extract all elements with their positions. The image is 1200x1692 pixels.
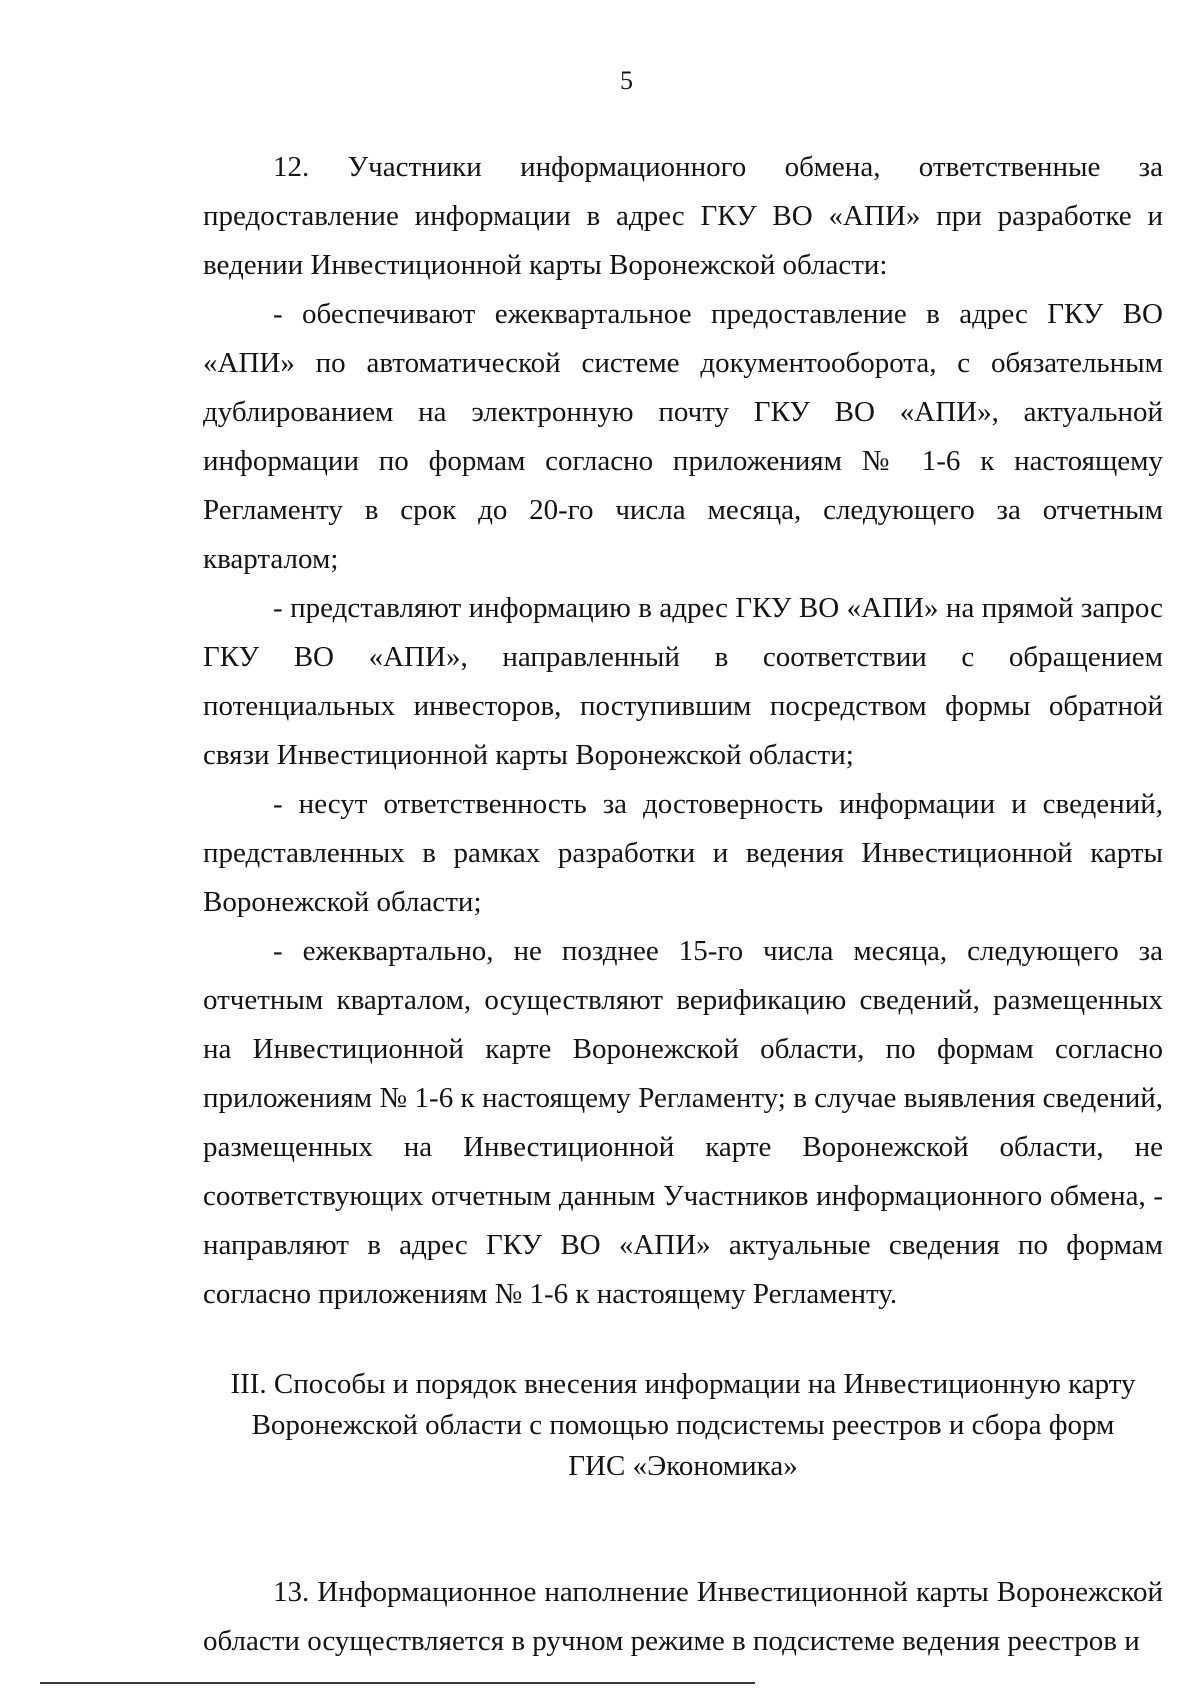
section-13 — [203, 1568, 1163, 1666]
section-III-heading-line-2: Воронежской области с помощью подсистемы реестров и сбора форм — [251, 1409, 1115, 1441]
paragraph-12-item-4: - ежеквартально, не позднее 15-го числа месяца, следующего за отчетным кварталом, осуществляют верификацию сведений, размещенных на Инвестиционной карте Воронежской области, по формам согласно приложениям № 1-6 к настоящему Регламенту; в случае выявления сведений, размещенных на Инвестиционной карте Воронежской области, не соответствующих отчетным данным Участников информационного обмена, - направляют в адрес ГКУ ВО «АПИ» актуальные сведения по формам согласно приложениям № 1-6 к настоящему Регламенту. — [203, 935, 1163, 1310]
paragraph-12-item-3: - несут ответственность за достоверность информации и сведений, представленных в рамках разработки и ведения Инвестиционной карты Воронежской области; — [203, 788, 1163, 918]
section-III-heading — [203, 1364, 1163, 1487]
section-12 — [203, 143, 1163, 1319]
paragraph-13: 13. Информационное наполнение Инвестиционной карты Воронежской области осуществляется в ручном режиме в подсистеме ведения реестров и — [203, 1576, 1163, 1657]
page-number: 5 — [620, 66, 633, 95]
section-III-heading-line-3: ГИС «Экономика» — [568, 1450, 798, 1482]
paragraph-12-intro: 12. Участники информационного обмена, ответственные за предоставление информации в адрес ГКУ ВО «АПИ» при разработке и ведении Инвестиционной карты Воронежской области: — [203, 151, 1163, 281]
bottom-rule — [40, 1682, 755, 1684]
section-III-heading-line-1: III. Способы и порядок внесения информации на Инвестиционную карту — [230, 1368, 1136, 1400]
paragraph-12-item-1: - обеспечивают ежеквартальное предоставление в адрес ГКУ ВО «АПИ» по автоматической системе документооборота, с обязательным дублированием на электронную почту ГКУ ВО «АПИ», актуальной информации по формам согласно приложениям № 1-6 к настоящему Регламенту в срок до 20-го числа месяца, следующего за отчетным кварталом; — [203, 298, 1163, 575]
paragraph-12-item-2: - представляют информацию в адрес ГКУ ВО «АПИ» на прямой запрос ГКУ ВО «АПИ», направленный в соответствии с обращением потенциальных инвесторов, поступившим посредством формы обратной связи Инвестиционной карты Воронежской области; — [203, 592, 1163, 771]
